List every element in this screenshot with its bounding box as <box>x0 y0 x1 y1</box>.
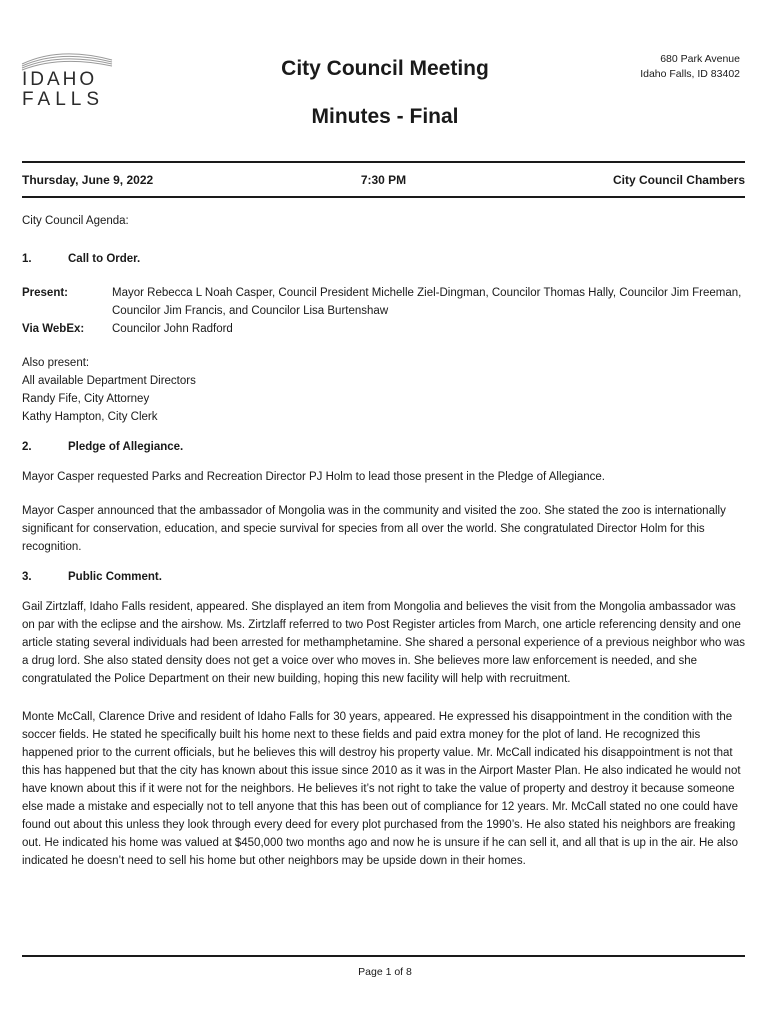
webex-value: Councilor John Radford <box>112 323 233 335</box>
attendance-present <box>22 284 745 320</box>
item-number: 1. <box>22 253 32 265</box>
present-value: Mayor Rebecca L Noah Casper, Council President Michelle Ziel-Dingman, Councilor Thomas Hally, Councilor Jim Freeman, Councilor Jim Francis, and Councilor Lisa Burtenshaw <box>112 287 742 317</box>
item-title: Call to Order. <box>68 253 141 265</box>
agenda-item-pledge <box>22 438 745 456</box>
pledge-paragraph: Mayor Casper requested Parks and Recreation Director PJ Holm to lead those present in the Pledge of Allegiance. <box>22 471 605 483</box>
mongolia-paragraph: Mayor Casper announced that the ambassador of Mongolia was in the community and visited the zoo. She stated the zoo is internationally significant for conservation, education, and specie survival for species from all over the world. She congratulated Director Holm for this recognition. <box>22 505 726 553</box>
footer-rule <box>22 955 745 957</box>
present-label: Present: <box>22 287 69 299</box>
meeting-location: City Council Chambers <box>612 173 745 187</box>
logo-line-2: FALLS <box>22 89 105 110</box>
also-present-entry: Randy Fife, City Attorney <box>22 393 150 405</box>
webex-label: Via WebEx: <box>22 323 85 335</box>
attendance-webex <box>22 320 745 338</box>
logo-line-1: IDAHO <box>22 69 98 90</box>
address-line-1: 680 Park Avenue <box>660 53 740 65</box>
meeting-time: 7:30 PM <box>360 173 407 187</box>
zirtzlaff-comment: Gail Zirtzlaff, Idaho Falls resident, appeared. She displayed an item from Mongolia and believes the visit from the Mongolia ambassador was on par with the eclipse and the airshow. Ms. Zirtzlaff referred to two Post Register articles from March, one article referencing density and one article stating several individuals had been arrested for methamphetamine. She shared a personal experience of a previous neighbor who was a drug lord. She also stated density does not get a voice over who moves in. She believes more law enforcement is needed, and she congratulated the Police Department on their new building, hoping this new facility will help with recruitment. <box>22 601 746 685</box>
address-line-2: Idaho Falls, ID 83402 <box>640 68 740 80</box>
agenda-item-public-comment <box>22 568 745 586</box>
item-title: Pledge of Allegiance. <box>68 441 184 453</box>
minutes-body <box>22 212 745 870</box>
meeting-meta <box>22 171 745 189</box>
page-subtitle: Minutes - Final <box>311 105 459 128</box>
mccall-comment: Monte McCall, Clarence Drive and resident of Idaho Falls for 30 years, appeared. He expressed his disappointment in the condition with the soccer fields. He stated he specifically built his home next to these fields and paid extra money for the plot of land. He recognized this happened prior to the current officials, but he believes this will destroy his property value. Mr. McCall indicated his disappointment is not that this has happened but that the city has known about this issue since 2010 as it was in the Airport Master Plan. He also indicated he would not have known about this if it were not for the neighbors. He believes it’s not right to take the value of property and destroy it because someone else made a mistake and especially not to tell anyone that this has been out of compliance for 12 years. Mr. McCall stated no one could have found out about this unless they look through every deed for every plot purchased from the 1990’s. He also stated his neighbors are freaking out. He indicated his home was valued at $450,000 two months ago and now he is unsure if he can sell it, and all that is up in the air. He also indicated he doesn’t need to sell his home but other neighbors may be upside down in their homes. <box>22 711 741 867</box>
also-present-entry: Kathy Hampton, City Clerk <box>22 411 158 423</box>
agenda-item-call-to-order <box>22 250 745 268</box>
agenda-label: City Council Agenda: <box>22 215 129 227</box>
meeting-date: Thursday, June 9, 2022 <box>22 173 154 187</box>
page-title: City Council Meeting <box>281 57 489 80</box>
address-block <box>640 52 740 82</box>
header-rule-bottom <box>22 196 745 198</box>
idaho-falls-logo <box>20 48 120 114</box>
page-number: Page 1 of 8 <box>358 966 412 978</box>
item-number: 3. <box>22 571 32 583</box>
also-present-entry: All available Department Directors <box>22 375 196 387</box>
also-present-list <box>22 354 745 426</box>
item-title: Public Comment. <box>68 571 162 583</box>
item-number: 2. <box>22 441 32 453</box>
also-present-heading: Also present: <box>22 357 90 369</box>
header-rule-top <box>22 161 745 163</box>
